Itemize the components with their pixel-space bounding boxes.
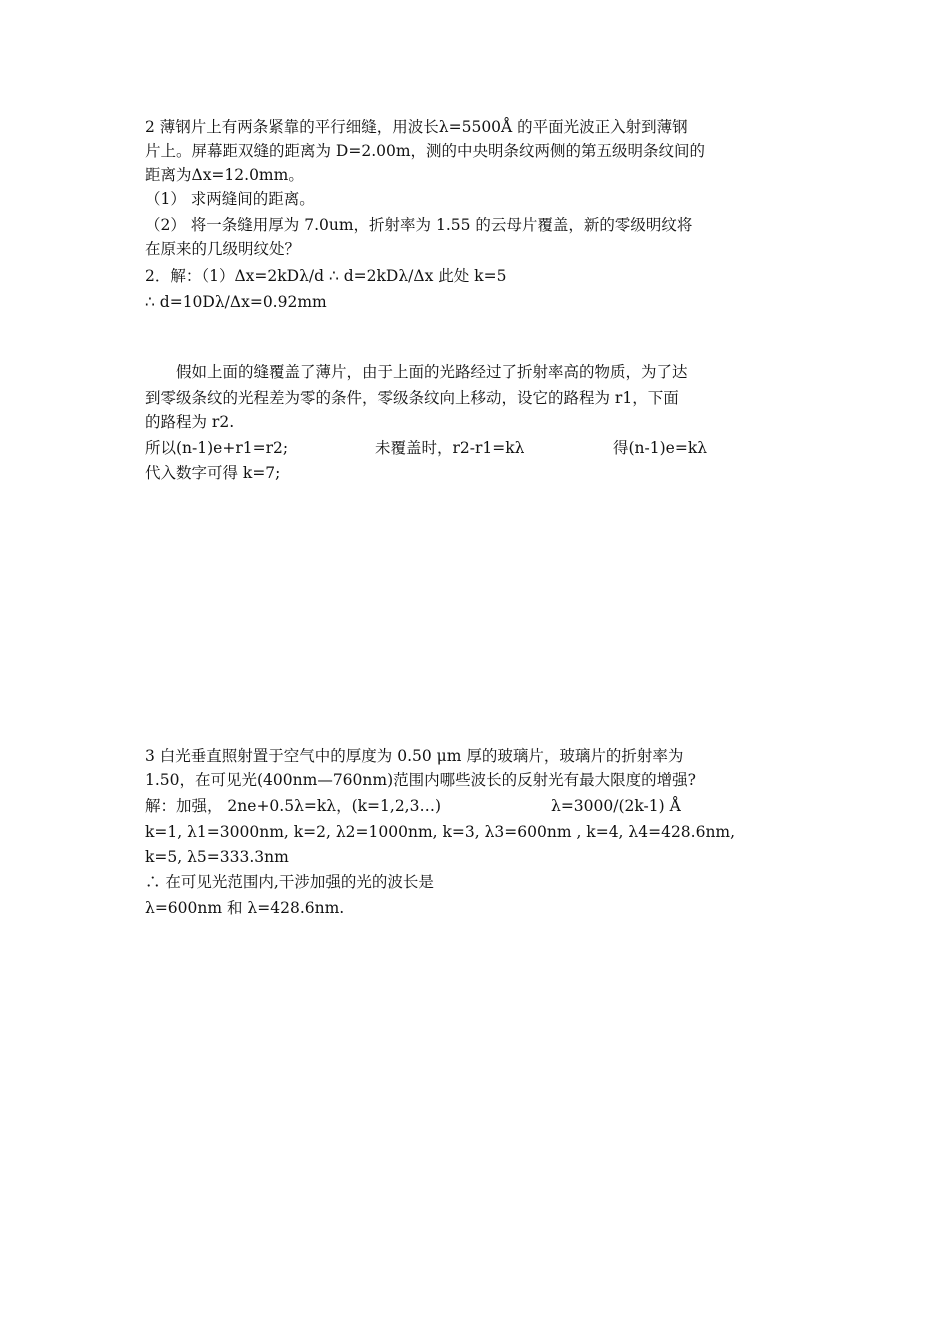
- problem3-conclusion-line2: λ=600nm 和 λ=428.6nm.: [145, 899, 345, 917]
- problem3-question-line1: 3 白光垂直照射置于空气中的厚度为 0.50 μm 厚的玻璃片，玻璃片的折射率为: [145, 747, 684, 765]
- solution-formula: λ=3000/(2k-1) Å: [551, 797, 681, 815]
- problem3-solution-row: [145, 794, 805, 818]
- problem2-solution-line1: 2．解：（1）Δx=2kDλ/d ∴ d=2kDλ/Δx 此处 k=5: [145, 267, 507, 285]
- problem2-explanation-line2: 到零级条纹的光程差为零的条件，零级条纹向上移动，设它的路程为 r1，下面: [145, 389, 679, 407]
- problem2-part2-line1: （2） 将一条缝用厚为 7.0um，折射率为 1.55 的云母片覆盖，新的零级明纹将: [145, 216, 693, 234]
- equation-c: 得(n-1)e=kλ: [613, 439, 708, 457]
- problem2-explanation-line1: 假如上面的缝覆盖了薄片，由于上面的光路经过了折射率高的物质，为了达: [176, 363, 688, 381]
- problem2-question-line1: 2 薄钢片上有两条紧靠的平行细缝，用波长λ=5500Å 的平面光波正入射到薄钢: [145, 118, 688, 136]
- problem2-solution-line2: ∴ d=10Dλ/Δx=0.92mm: [145, 293, 327, 311]
- solution-condition: 解：加强， 2ne+0.5λ=kλ，(k=1,2,3…): [145, 797, 442, 815]
- problem2-question-line2: 片上。屏幕距双缝的距离为 D=2.00m，测的中央明条纹两侧的第五级明条纹间的: [145, 142, 706, 160]
- equation-a: 所以(n-1)e+r1=r2;: [145, 439, 289, 457]
- problem2-result: 代入数字可得 k=7;: [145, 464, 281, 482]
- problem3-conclusion-line1: ∴ 在可见光范围内,干涉加强的光的波长是: [145, 873, 434, 891]
- problem3-question-line2: 1.50，在可见光(400nm—760nm)范围内哪些波长的反射光有最大限度的增强?: [145, 771, 696, 789]
- problem2-question-line3: 距离为Δx=12.0mm。: [145, 166, 304, 184]
- problem3-wavelength-list-line1: k=1, λ1=3000nm, k=2, λ2=1000nm, k=3, λ3=600nm , k=4, λ4=428.6nm,: [145, 823, 736, 841]
- problem2-part1: （1） 求两缝间的距离。: [145, 190, 315, 208]
- problem2-part2-line2: 在原来的几级明纹处？: [145, 240, 301, 258]
- problem2-explanation-line3: 的路程为 r2.: [145, 413, 235, 431]
- equation-b: 未覆盖时，r2-r1=kλ: [375, 439, 525, 457]
- problem2-equation-row: [145, 436, 805, 460]
- problem3-wavelength-list-line2: k=5, λ5=333.3nm: [145, 848, 289, 866]
